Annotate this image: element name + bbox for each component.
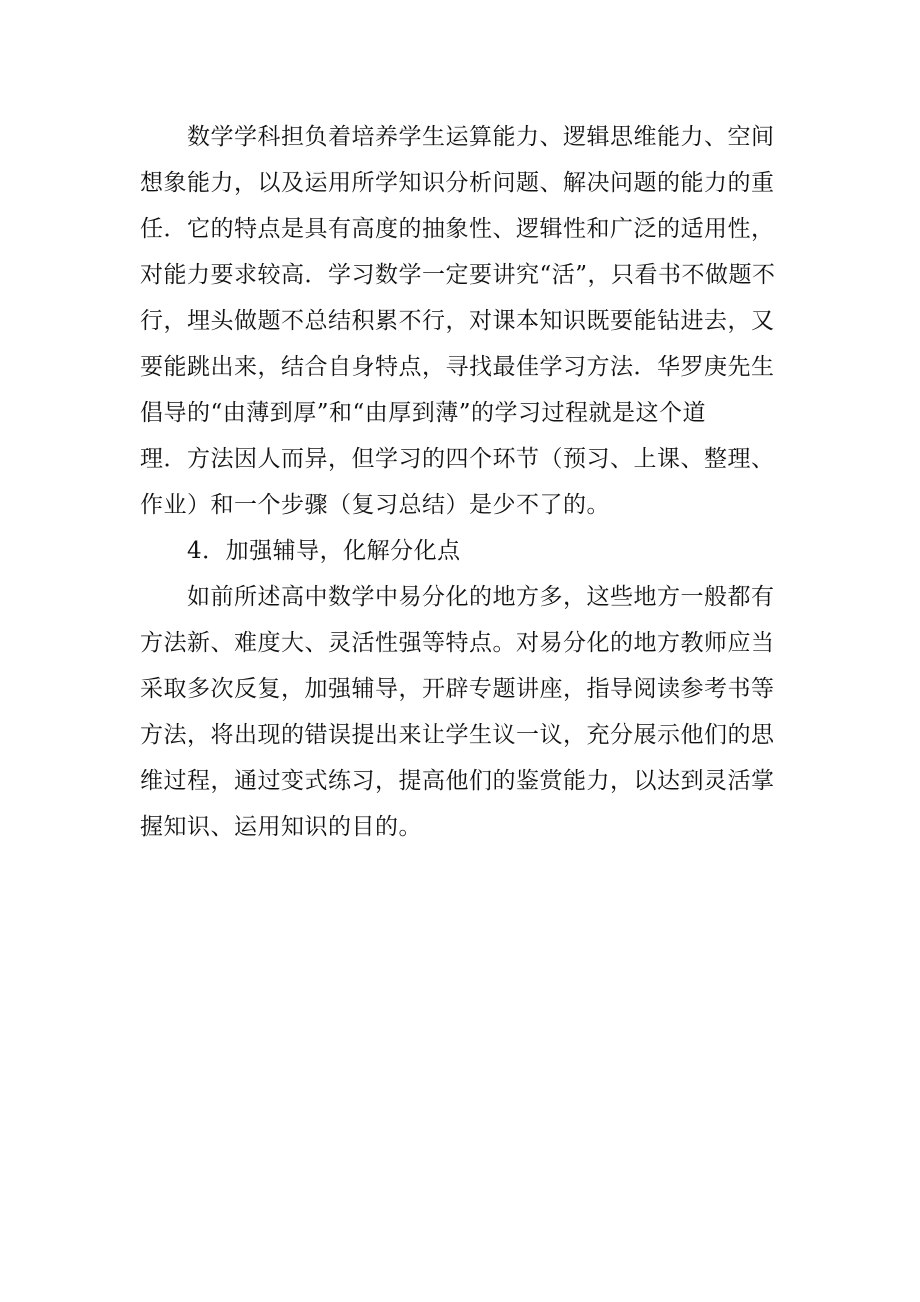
section-heading-4: 4．加强辅导，化解分化点 [187, 538, 461, 564]
paragraph-2-line-1: 如前所述高中数学中易分化的地方多，这些地方一般都有 [187, 584, 775, 610]
paragraph-1-line-7: 倡导的“由薄到厚”和“由厚到薄”的学习过程就是这个道 [140, 400, 707, 426]
paragraph-1-line-6: 要能跳出来，结合自身特点，寻找最佳学习方法．华罗庚先生 [140, 354, 775, 380]
paragraph-1-line-8: 理．方法因人而异，但学习的四个环节（预习、上课、整理、 [140, 446, 775, 472]
paragraph-1-line-1: 数学学科担负着培养学生运算能力、逻辑思维能力、空间 [187, 124, 775, 150]
paragraph-2-line-6: 握知识、运用知识的目的。 [140, 814, 422, 840]
paragraph-2-line-3: 采取多次反复，加强辅导，开辟专题讲座，指导阅读参考书等 [140, 676, 775, 702]
paragraph-1-line-2: 想象能力，以及运用所学知识分析问题、解决问题的能力的重 [140, 170, 775, 196]
paragraph-1-line-4: 对能力要求较高．学习数学一定要讲究“活”，只看书不做题不 [140, 262, 776, 288]
paragraph-1-line-5: 行，埋头做题不总结积累不行，对课本知识既要能钻进去，又 [140, 308, 775, 334]
paragraph-1-line-9: 作业）和一个步骤（复习总结）是少不了的。 [140, 492, 610, 518]
paragraph-2-line-4: 方法，将出现的错误提出来让学生议一议，充分展示他们的思 [140, 722, 775, 748]
paragraph-1-line-3: 任．它的特点是具有高度的抽象性、逻辑性和广泛的适用性， [140, 216, 775, 242]
paragraph-2-line-5: 维过程，通过变式练习，提高他们的鉴赏能力，以达到灵活掌 [140, 768, 775, 794]
paragraph-2-line-2: 方法新、难度大、灵活性强等特点。对易分化的地方教师应当 [140, 630, 775, 656]
